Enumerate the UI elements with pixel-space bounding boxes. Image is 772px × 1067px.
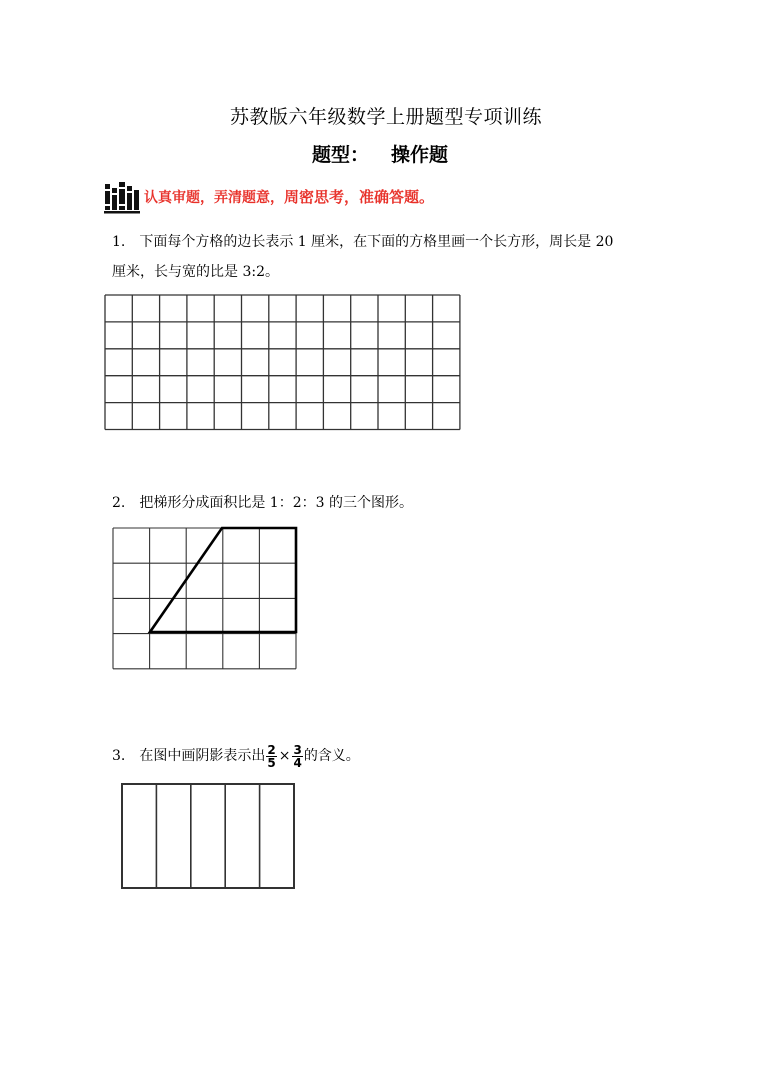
rectangle-outline xyxy=(122,784,294,888)
books-icon xyxy=(104,180,140,214)
question-3-text-before: 在图中画阴影表示出 xyxy=(139,748,266,764)
page-title: 苏教版六年级数学上册题型专项训练 xyxy=(229,106,542,128)
question-2-text: 把梯形分成面积比是 1：2：3 的三个图形。 xyxy=(139,495,413,511)
fraction-three-fourths xyxy=(292,744,302,769)
fraction-2-denominator: 4 xyxy=(293,755,302,770)
question-1-number: 1. xyxy=(112,234,126,250)
question-2 xyxy=(112,488,413,518)
fraction-1-denominator: 5 xyxy=(267,755,276,770)
question-3-text-after: 的含义。 xyxy=(303,748,360,764)
banner-text-part2: 周密思考，准确答题。 xyxy=(284,188,435,206)
fraction-2-numerator: 3 xyxy=(293,742,302,757)
trapezoid-grid[interactable] xyxy=(112,526,298,670)
multiply-sign: × xyxy=(278,748,291,764)
question-1-text-1: 下面每个方格的边长表示 1 厘米，在下面的方格里画一个长方形，周长是 20 xyxy=(139,234,614,250)
question-3 xyxy=(112,741,360,771)
subtitle-value: 操作题 xyxy=(391,144,449,166)
question-3-number: 3. xyxy=(112,748,126,764)
subtitle xyxy=(312,140,448,167)
question-1 xyxy=(112,227,732,287)
square-grid-1[interactable] xyxy=(104,294,462,432)
fraction-two-fifths xyxy=(266,744,276,769)
question-1-line-1 xyxy=(112,227,732,257)
column-rectangle[interactable] xyxy=(120,782,296,890)
banner-text-part1: 认真审题，弄清题意， xyxy=(144,190,284,206)
question-2-number: 2. xyxy=(112,495,126,511)
fraction-1-numerator: 2 xyxy=(267,742,276,757)
question-1-line-2: 厘米，长与宽的比是 3:2。 xyxy=(112,264,279,280)
banner-text xyxy=(144,186,434,207)
subtitle-label: 题型： xyxy=(312,144,370,166)
